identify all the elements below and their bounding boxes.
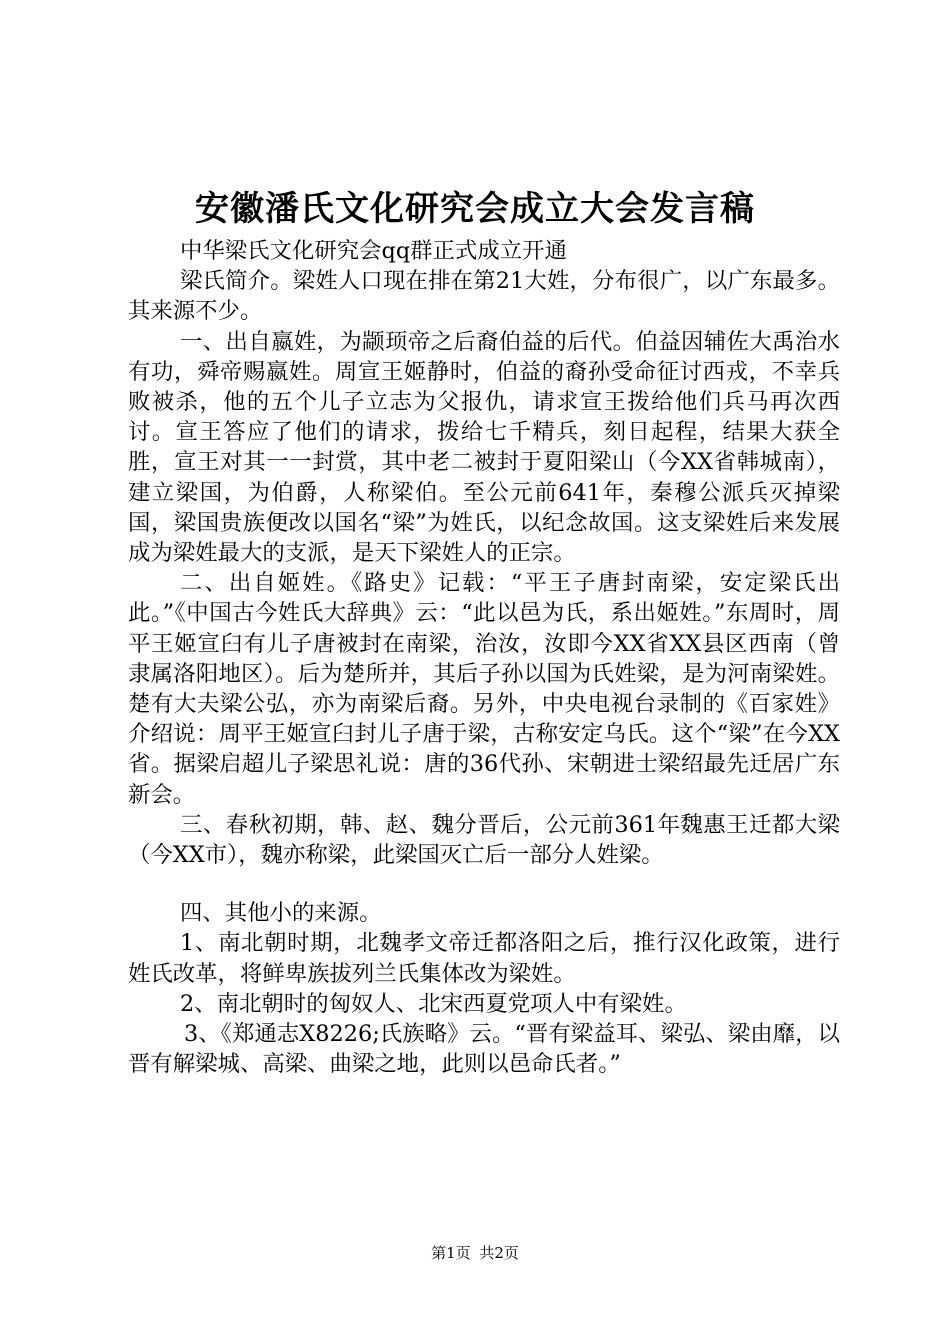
paragraph-origin-2: 二、出自姬姓。《路史》记载：“平王子唐封南梁，安定梁氏出此。”《中国古今姓氏大辞典》云：“此以邑为氏，系出姬姓。”东周时，周平王姬宣臼有儿子唐被封在南梁，治汝，汝即今XX省XX县区西南（曾隶属洛阳地区）。后为楚所并，其后子孙以国为氏姓梁，是为河南梁姓。楚有大夫梁公弘，亦为南梁后裔。另外，中央电视台录制的《百家姓》介绍说：周平王姬宣臼封儿子唐于梁，古称安定乌氏。这个“梁”在今XX省。据梁启超儿子梁思礼说：唐的36代孙、宋朝进士梁绍最先迁居广东新会。 [128, 570, 840, 808]
page-footer [0, 1243, 950, 1263]
paragraph-other-source-2: 2、南北朝时的匈奴人、北宋西夏党项人中有梁姓。 [180, 990, 687, 1017]
paragraph-summary: 梁氏简介。梁姓人口现在排在第21大姓，分布很广，以广东最多。其来源不少。 [128, 268, 840, 325]
paragraph-spacer [128, 870, 840, 898]
paragraph-origin-3: 三、春秋初期，韩、赵、魏分晋后，公元前361年魏惠王迁都大梁（今XX市），魏亦称梁，此梁国灭亡后一部分人姓梁。 [128, 811, 840, 869]
paragraph-other-sources-heading: 四、其他小的来源。 [180, 900, 382, 927]
document-body [128, 236, 840, 1079]
paragraph-other-source-3: 3、《郑通志X8226;氏族略》云。“晋有梁益耳、梁弘、梁由靡，以晋有解梁城、高梁、曲梁之地，此则以邑命氏者。” [128, 1021, 840, 1078]
page-total: 共2页 [479, 1244, 519, 1262]
page-number: 第1页 [431, 1244, 471, 1262]
paragraph-other-source-1: 1、南北朝时期，北魏孝文帝迁都洛阳之后，推行汉化政策，进行姓氏改革，将鲜卑族拔列兰氏集体改为梁姓。 [128, 930, 840, 987]
paragraph-intro-line: 中华梁氏文化研究会qq群正式成立开通 [180, 238, 567, 264]
paragraph-origin-1: 一、出自嬴姓，为颛顼帝之后裔伯益的后代。伯益因辅佐大禹治水有功，舜帝赐嬴姓。周宣王姬静时，伯益的裔孙受命征讨西戎，不幸兵败被杀，他的五个儿子立志为父报仇，请求宣王拨给他们兵马再次西讨。宣王答应了他们的请求，拨给七千精兵，刻日起程，结果大获全胜，宣王对其一一封赏，其中老二被封于夏阳梁山（今XX省韩城南），建立梁国，为伯爵，人称梁伯。至公元前641年，秦穆公派兵灭掉梁国，梁国贵族便改以国名“梁”为姓氏，以纪念故国。这支梁姓后来发展成为梁姓最大的支派，是天下梁姓人的正宗。 [128, 328, 840, 567]
document-title: 安徽潘氏文化研究会成立大会发言稿 [195, 189, 755, 229]
